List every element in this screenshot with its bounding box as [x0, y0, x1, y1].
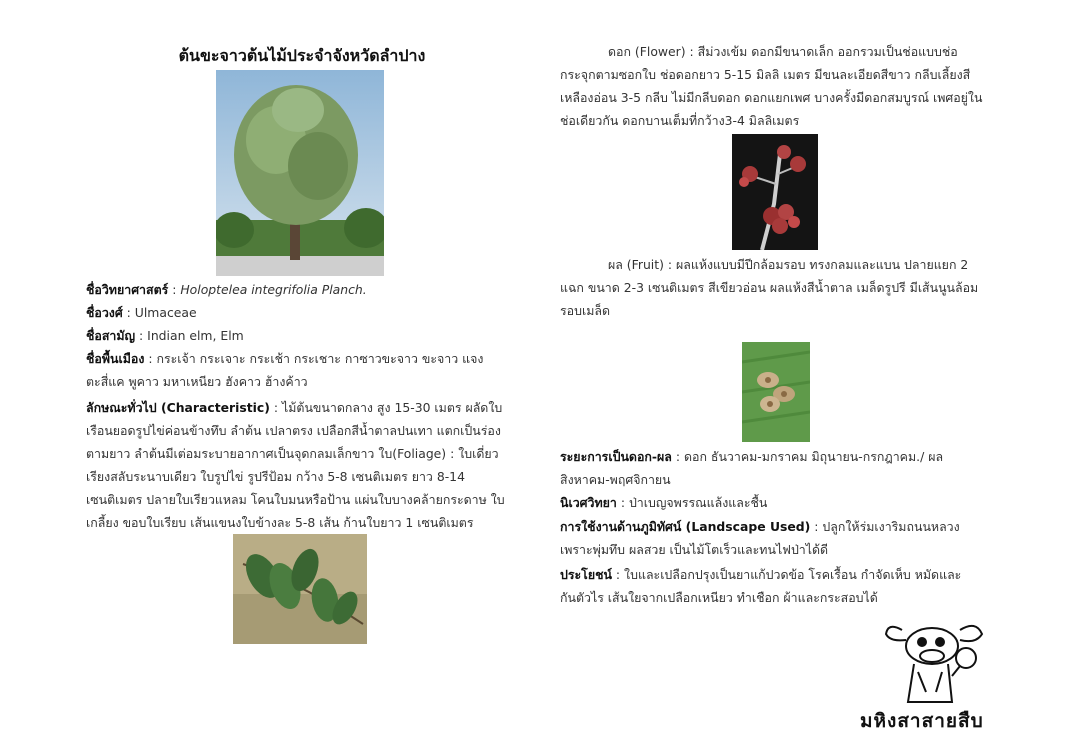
- leaf-photo: [233, 534, 367, 644]
- local-name-paragraph: ชื่อพื้นเมือง : กระเจ้า กระเจาะ กระเช้า กระเชาะ กาซาวขะจาว ขะจาว แจง ตะสี่แค พูคาว มหาเหนียว ฮังคาว ฮ้างค้าว: [86, 351, 484, 389]
- benefit-paragraph: ประโยชน์ : ใบและเปลือกปรุงเป็นยาแก้ปวดข้อ โรคเรื้อน กำจัดเห็บ หมัดและกันตัวไร เส้นใยจากเปลือกเหนียว ทำเชือก ผ้าและกระสอบได้: [560, 567, 962, 605]
- scientific-name: Holoptelea integrifolia Planch.: [180, 282, 367, 297]
- common-name-line: ชื่อสามัญ : Indian elm, Elm: [86, 328, 244, 343]
- buffalo-detective-icon: [882, 612, 990, 708]
- fruit-paragraph: ผล (Fruit) : ผลแห้งแบบมีปีกล้อมรอบ ทรงกลมและแบน ปลายแยก 2 แฉก ขนาด 2-3 เซนติเมตร สีเขียวอ่อน ผลแห้งสีน้ำตาล เมล็ดรูปรี มีเส้นนูนล้อมรอบเมล็ด: [560, 257, 979, 318]
- right-column: [560, 0, 990, 755]
- left-column: [86, 0, 518, 755]
- flowering-period-paragraph: ระยะการเป็นดอก-ผล : ดอก ธันวาคม-มกราคม มิถุนายน-กรกฎาคม./ ผล สิงหาคม-พฤศจิกายน: [560, 449, 944, 487]
- fruit-photo: [742, 342, 810, 442]
- scientific-name-line: ชื่อวิทยาศาสตร์ : Holoptelea integrifolia Planch.: [86, 282, 367, 297]
- flower-photo: [732, 134, 818, 250]
- family-line: ชื่อวงศ์ : Ulmaceae: [86, 305, 197, 320]
- landscape-paragraph: การใช้งานด้านภูมิทัศน์ (Landscape Used) : ปลูกให้ร่มเงาริมถนนหลวง เพราะพุ่มทึบ ผลสวย เป็นไม้โตเร็วและทนไฟป่าได้ดี: [560, 519, 960, 557]
- ecology-line: นิเวศวิทยา : ป่าเบญจพรรณแล้งและชื้น: [560, 495, 768, 510]
- page-title: ต้นขะจาวต้นไม้ประจำจังหวัดลำปาง: [178, 46, 426, 65]
- characteristic-paragraph: ลักษณะทั่วไป (Characteristic) : ไม้ต้นขนาดกลาง สูง 15-30 เมตร ผลัดใบ เรือนยอดรูปไข่ค่อนข้างทึบ ลำต้น เปลาตรง เปลือกสีน้ำตาลปนเทา แตกเป็นร่องตามยาว ลำต้นมีเต่อมระบายอากาศเป็นจุดกลมเล็กขาว ใบ(Foliage) : ใบเดี่ยว เรียงสลับระนาบเดียว ใบรูปไข่ รูปรีป้อม กว้าง 5-8 เซนติเมตร ยาว 8-14 เซนติเมตร ปลายใบเรียวแหลม โคนใบมนหรือป้าน แผ่นใบบางคล้ายกระดาษ ใบเกลี้ยง ขอบใบเรียบ เส้นแขนงใบข้างละ 5-8 เส้น ก้านใบยาว 1 เซนติเมตร: [86, 400, 505, 530]
- flower-paragraph: ดอก (Flower) : สีม่วงเข้ม ดอกมีขนาดเล็ก ออกรวมเป็นช่อแบบช่อกระจุกตามซอกใบ ช่อดอกยาว 5-15 มิลลิ เมตร มีขนละเอียดสีขาว กลีบเลี้ยงสีเหลืองอ่อน 3-5 กลีบ ไม่มีกลีบดอก ดอกแยกเพศ บางครั้งมีดอกสมบูรณ์ เพศอยู่ในช่อเดียวกัน ดอกบานเต็มที่กว้าง3-4 มิลลิเมตร: [560, 44, 983, 128]
- tree-photo: [216, 70, 384, 276]
- logo-text: มหิงสาสายสืบ: [860, 710, 984, 732]
